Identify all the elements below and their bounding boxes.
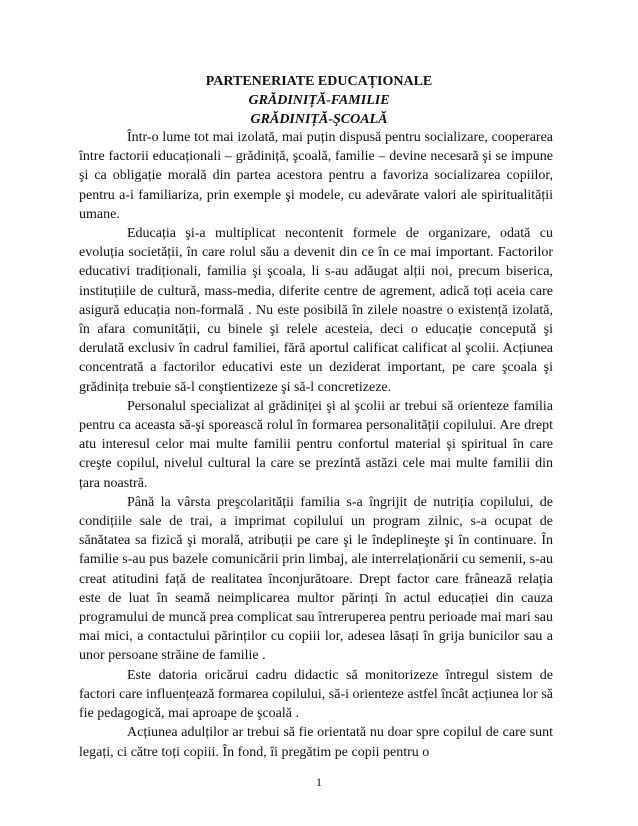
body-text — [79, 128, 553, 762]
document-subtitle-family: GRĂDINIȚĂ-FAMILIE — [248, 93, 390, 108]
paragraph-1: Într-o lume tot mai izolată, mai puțin dispusă pentru socializare, cooperarea între factorii educaționali – grădiniță, şcoală, familie – devine necesară şi se impune şi ca obligație morală din partea acestora pentru a favoriza socializarea copiilor, pentru a-i familiariza, prin exemple şi modele, cu adevărate valori ale spiritualității umane. — [79, 130, 553, 222]
page-number: 1 — [316, 775, 322, 789]
paragraph-5: Este datoria oricărui cadru didactic să monitorizeze întregul sistem de factori care influențează formarea copilului, să-i orienteze astfel încât acțiunea lor să fie pedagogică, mai aproape de şcoală . — [79, 667, 553, 722]
document-title: PARTENERIATE EDUCAȚIONALE — [205, 74, 433, 89]
paragraph-6: Acțiunea adulților ar trebui să fie orientată nu doar spre copilul de care sunt legați, ci către toți copiii. În fond, îi pregătim pe copii pentru o — [79, 725, 553, 760]
paragraph-4: Până la vârsta preşcolarității familia s-a îngrijit de nutriția copilului, de condițiile sale de trai, a imprimat copilului un program zilnic, s-a ocupat de sănătatea sa fizică şi morală, atribuții pe care şi le îndeplineşte şi în continuare. În familie s-au pus bazele comunicării prin limbaj, ale interrelaționării cu semenii, s-au creat atitudini față de realitatea înconjurătoare. Drept factor care frânează relația este de luat în seamă neimplicarea multor părinți în actul educației din cauza programului de muncă prea complicat sau întreruperea pentru perioade mai mari sau mai mici, a contactului părinților cu copiii lor, adesea lăsați în grija bunicilor sau a unor persoane străine de familie . — [79, 494, 553, 664]
paragraph-2: Educația şi-a multiplicat necontenit formele de organizare, odată cu evoluția societății, în care rolul său a devenit din ce în ce mai important. Factorilor educativi tradiționali, familia şi şcoala, li s-au adăugat alții noi, precum biserica, instituțiile de cultură, mass-media, diferite centre de agrement, adică toți aceia care asigură educația non-formală . Nu este posibilă în zilele noastre o existență izolată, în afara comunității, cu binele şi relele acesteia, deci o educație concepută şi derulată exclusiv în cadrul familiei, fără aportul calificat calificat al şcolii. Acțiunea concentrată a factorilor educativi este un deziderat important, pe care şcoala şi grădinița trebuie să-l conştientizeze şi să-l concretizeze. — [79, 226, 553, 395]
paragraph-3: Personalul specializat al grădiniței şi al şcolii ar trebui să orienteze familia pentru ca aceasta să-şi sporească rolul în formarea personalității copilului. Are drept atu interesul celor mai multe familii pentru confortul material şi spiritual în care creşte copilul, nivelul cultural la care se prezintă astăzi cele mai multe familii din țara noastră. — [79, 398, 553, 491]
title-block — [0, 72, 638, 129]
document-subtitle-school: GRĂDINIȚĂ-ŞCOALĂ — [250, 112, 388, 127]
